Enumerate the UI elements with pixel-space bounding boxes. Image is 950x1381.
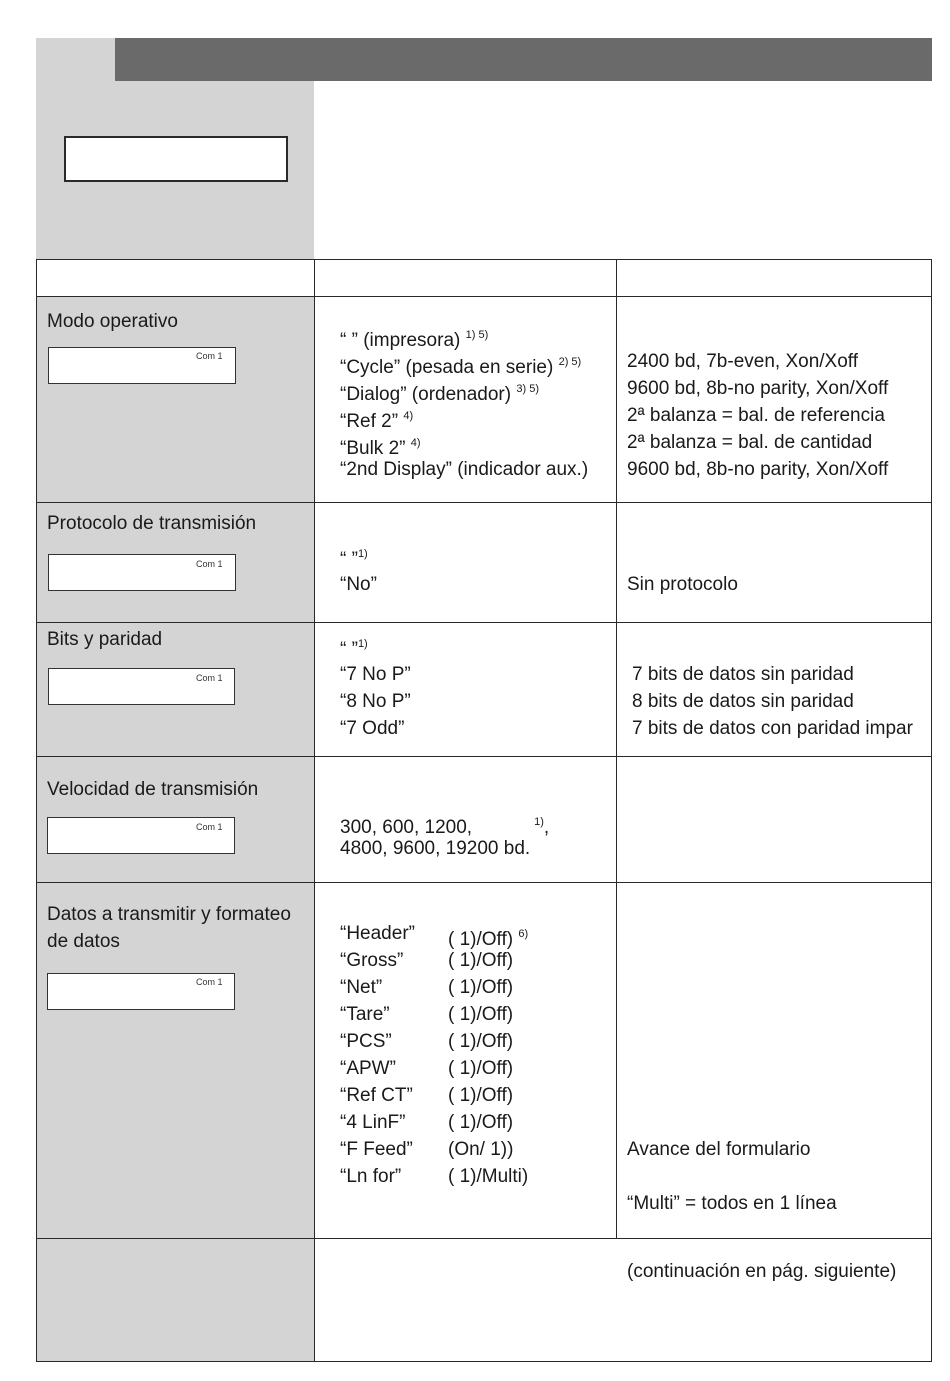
section-title-protocolo: Protocolo de transmisión (47, 513, 257, 534)
description-line: 7 bits de datos con paridad impar (632, 718, 913, 739)
description-line: 8 bits de datos sin paridad (632, 691, 854, 712)
option-line: “No” (340, 574, 377, 595)
option-value: ( 1)/Off) $^{6)}$ (448, 928, 529, 950)
option-value: ( 1)/Multi) (448, 1166, 529, 1187)
description-line: 2400 bd, 7b-even, Xon/Xoff (627, 351, 858, 372)
continuation-note: (continuación en pág. siguiente) (627, 1261, 897, 1282)
option-name: “4 LinF” (340, 1112, 406, 1133)
display-box-label: Com 1 (196, 822, 223, 832)
option-name: “PCS” (340, 1031, 392, 1052)
option-name: “Header” (340, 923, 415, 944)
option-name: “Net” (340, 977, 383, 998)
option-line: “Ref 2” $^{4)}$ (340, 410, 414, 432)
option-value: ( 1)/Off) (448, 1004, 514, 1025)
option-value: ( 1)/Off) (448, 1031, 514, 1052)
option-line: “8 No P” (340, 691, 411, 712)
option-line: “ ” (impresora) $^{1) 5)}$ (340, 329, 489, 351)
option-line: “ ”$^{1)}$ (340, 638, 368, 660)
option-line: “Bulk 2” $^{4)}$ (340, 437, 421, 459)
option-value: ( 1)/Off) (448, 977, 514, 998)
display-box-label: Com 1 (196, 559, 223, 569)
section-title-modo-operativo: Modo operativo (47, 311, 178, 332)
option-name: “Ln for” (340, 1166, 402, 1187)
section-title-datos-line2: de datos (47, 931, 120, 952)
option-line: “ ”$^{1)}$ (340, 548, 368, 570)
option-value: ( 1)/Off) (448, 950, 514, 971)
option-name: “APW” (340, 1058, 396, 1079)
description-line: 9600 bd, 8b-no parity, Xon/Xoff (627, 459, 889, 480)
option-name: “Gross” (340, 950, 404, 971)
option-line: “Dialog” (ordenador) $^{3) 5)}$ (340, 383, 539, 405)
option-value: ( 1)/Off) (448, 1085, 514, 1106)
option-value: (On/ 1)) (448, 1139, 514, 1160)
option-line: “2nd Display” (indicador aux.) (340, 459, 589, 480)
section-title-velocidad: Velocidad de transmisión (47, 779, 259, 800)
description-line: 7 bits de datos sin paridad (632, 664, 854, 685)
header-row-left (37, 260, 314, 296)
option-line: 4800, 9600, 19200 bd. (340, 838, 531, 859)
option-name: “Ref CT” (340, 1085, 413, 1106)
option-value: ( 1)/Off) (448, 1112, 514, 1133)
description-line: 2ª balanza = bal. de referencia (627, 405, 885, 426)
description-line: Avance del formulario (627, 1139, 811, 1160)
option-line: 300, 600, 1200, $^{1)}$, (340, 816, 550, 838)
display-box-label: Com 1 (196, 673, 223, 683)
section-title-datos: Datos a transmitir y formateo (47, 904, 291, 925)
header-bar (115, 38, 932, 81)
description-line: 9600 bd, 8b-no parity, Xon/Xoff (627, 378, 889, 399)
display-box-label: Com 1 (196, 351, 223, 361)
description-line: “Multi” = todos en 1 línea (627, 1193, 837, 1214)
section-title-bits: Bits y paridad (47, 629, 163, 650)
description-line: 2ª balanza = bal. de cantidad (627, 432, 873, 453)
option-name: “Tare” (340, 1004, 390, 1025)
option-line: “Cycle” (pesada en serie) $^{2) 5)}$ (340, 356, 582, 378)
option-name: “F Feed” (340, 1139, 413, 1160)
title-box (64, 136, 288, 182)
display-box-label: Com 1 (196, 977, 223, 987)
option-value: ( 1)/Off) (448, 1058, 514, 1079)
option-line: “7 No P” (340, 664, 411, 685)
description-line: Sin protocolo (627, 574, 738, 595)
option-line: “7 Odd” (340, 718, 405, 739)
